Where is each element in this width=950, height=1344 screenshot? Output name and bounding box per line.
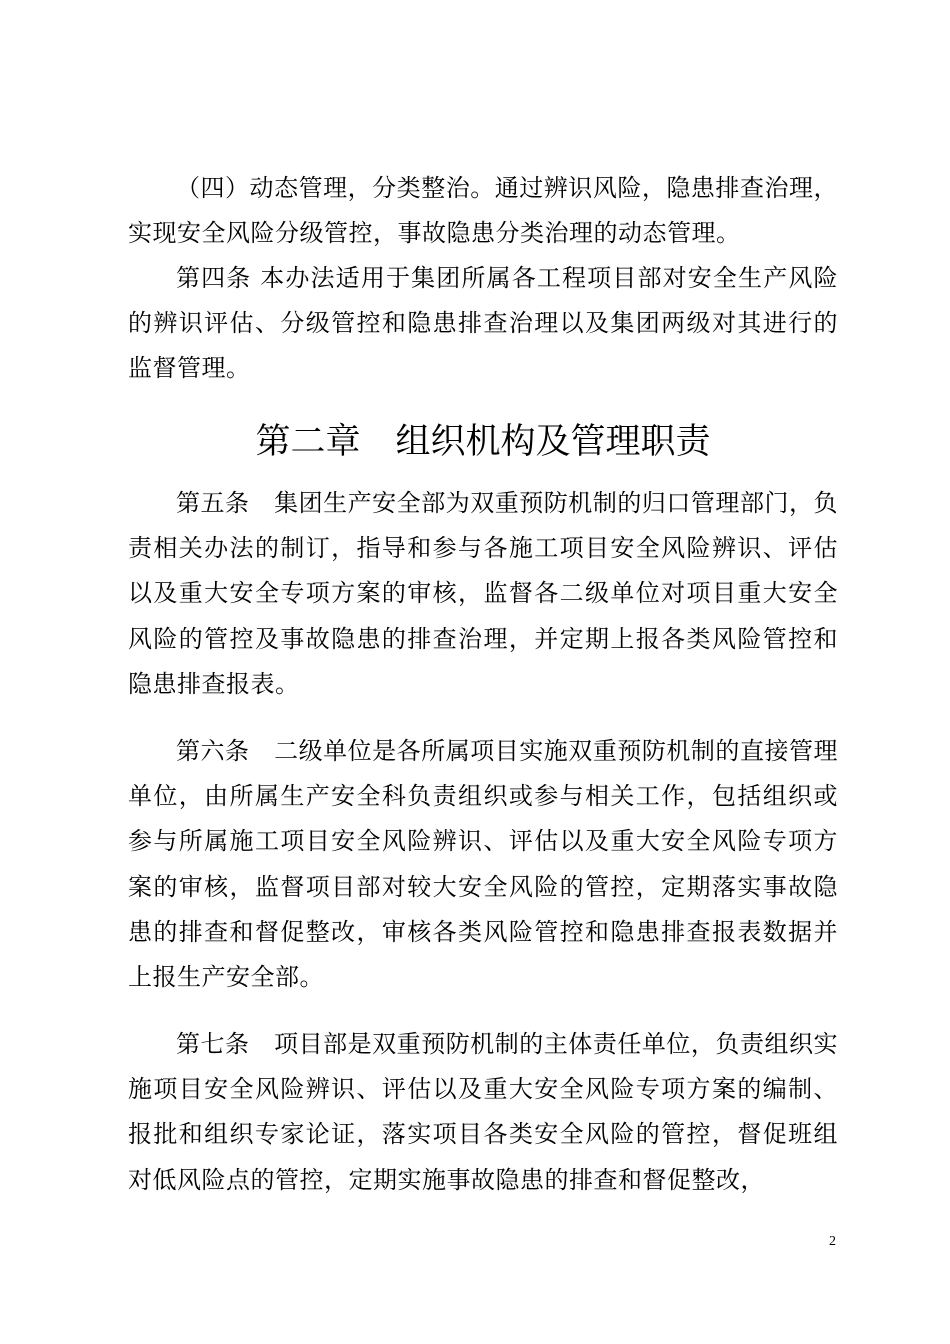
paragraph-article-4: 第四条 本办法适用于集团所属各工程项目部对安全生产风险的辨识评估、分级管控和隐患排查治理以及集团两级对其进行的监督管理。 <box>128 264 838 383</box>
chapter-title: 第二章 组织机构及管理职责 <box>255 422 711 462</box>
page-number: 2 <box>829 1234 836 1249</box>
paragraph-article-5: 第五条 集团生产安全部为双重预防机制的归口管理部门，负责相关办法的制订，指导和参与各施工项目安全风险辨识、评估以及重大安全专项方案的审核，监督各二级单位对项目重大安全风险的管控及事故隐患的排查治理，并定期上报各类风险管控和隐患排查报表。 <box>128 489 838 698</box>
paragraph-article-7: 第七条 项目部是双重预防机制的主体责任单位，负责组织实施项目安全风险辨识、评估以及重大安全风险专项方案的编制、报批和组织专家论证，落实项目各类安全风险的管控，督促班组对低风险点的管控，定期实施事故隐患的排查和督促整改， <box>128 1030 838 1194</box>
paragraph-article-6: 第六条 二级单位是各所属项目实施双重预防机制的直接管理单位，由所属生产安全科负责组织或参与相关工作，包括组织或参与所属施工项目安全风险辨识、评估以及重大安全风险专项方案的审核，监督项目部对较大安全风险的管控，定期落实事故隐患的排查和督促整改，审核各类风险管控和隐患排查报表数据并上报生产安全部。 <box>128 737 838 992</box>
paragraph-item-four: （四）动态管理，分类整治。通过辨识风险，隐患排查治理，实现安全风险分级管控，事故隐患分类治理的动态管理。 <box>128 174 838 248</box>
